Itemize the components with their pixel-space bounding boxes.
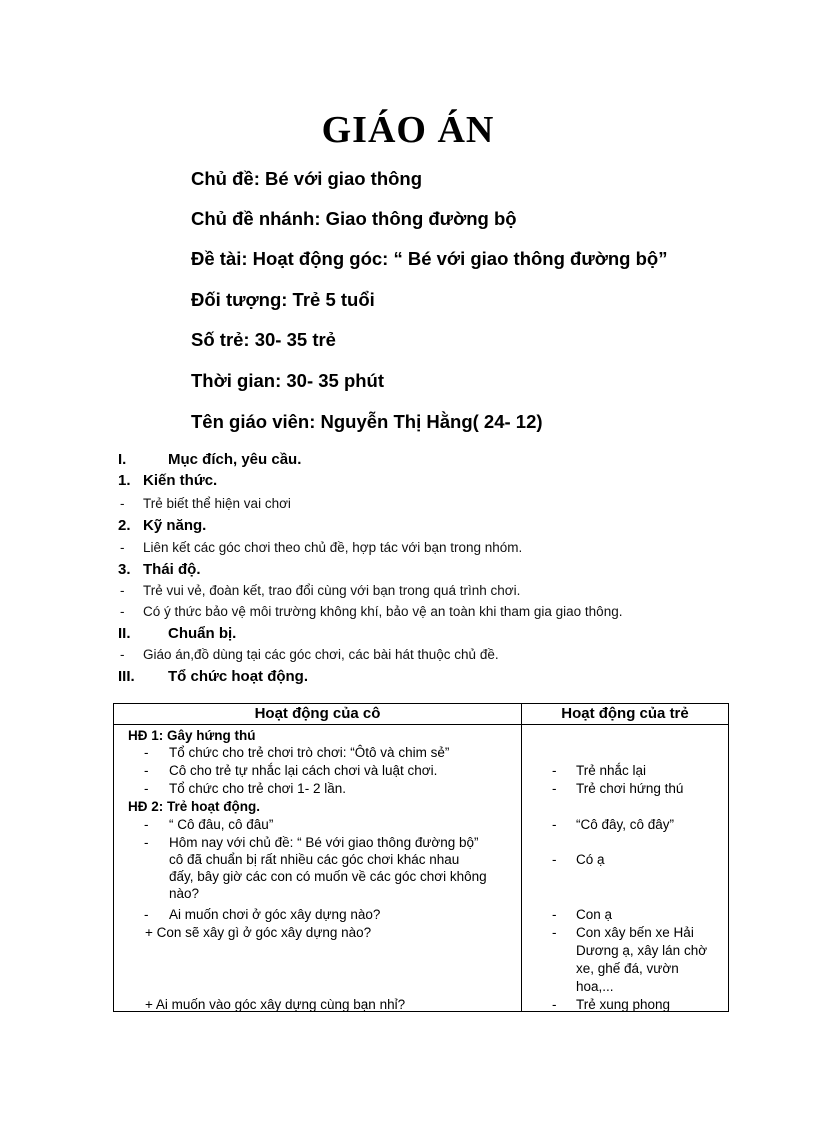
section-title: Tổ chức hoạt động. xyxy=(168,668,309,685)
table-row xyxy=(114,725,729,1012)
section-number: III. xyxy=(118,668,135,685)
list-item: Con xây bến xe Hải xyxy=(576,925,694,940)
list-item: + Ai muốn vào góc xây dựng cùng bạn nhỉ? xyxy=(145,997,406,1012)
list-item: - Giáo án,đồ dùng tại các góc chơi, các bài hát thuộc chủ đề. xyxy=(120,647,499,662)
info-lesson: Đề tài: Hoạt động góc: “ Bé với giao thông đường bộ” xyxy=(191,248,668,269)
activity-heading: HĐ 1: Gây hứng thú xyxy=(128,728,256,743)
list-item: + Con sẽ xây gì ở góc xây dựng nào? xyxy=(145,925,372,940)
column-header-child: Hoạt động của trẻ xyxy=(522,704,729,725)
list-item: - Có ý thức bảo vệ môi trường không khí, bảo vệ an toàn khi tham gia giao thông. xyxy=(120,604,623,619)
section-number: II. xyxy=(118,625,131,642)
document-title: GIÁO ÁN xyxy=(321,109,495,151)
list-item: Có ạ xyxy=(576,852,605,867)
activity-table xyxy=(113,703,729,1012)
list-item: Trẻ nhắc lại xyxy=(576,763,647,778)
info-audience: Đối tượng: Trẻ 5 tuổi xyxy=(191,289,375,310)
section-title: Chuẩn bị. xyxy=(168,625,237,642)
subsection-title: Thái độ. xyxy=(143,561,201,578)
child-activity-cell: - Trẻ nhắc lại - Trẻ chơi hứng thú - “Cô đây, cô đây” - Có ạ - Con ạ - Con xây bến xe Hải Dương ạ, xây lán chờ xe, ghế đá, vườn hoa,... - Trẻ xung phong xyxy=(522,725,729,1012)
info-child-count: Số trẻ: 30- 35 trẻ xyxy=(191,329,336,350)
list-item: “Cô đây, cô đây” xyxy=(576,817,675,832)
list-item: - Trẻ vui vẻ, đoàn kết, trao đổi cùng với bạn trong quá trình chơi. xyxy=(120,583,521,598)
info-teacher: Tên giáo viên: Nguyễn Thị Hằng( 24- 12) xyxy=(191,411,543,432)
subsection-title: Kiến thức. xyxy=(143,472,218,489)
subsection-title: Kỹ năng. xyxy=(143,517,207,534)
list-item: Cô cho trẻ tự nhắc lại cách chơi và luật chơi. xyxy=(169,763,438,778)
subsection-number: 2. xyxy=(118,517,131,534)
section-title: Mục đích, yêu cầu. xyxy=(168,451,302,468)
info-duration: Thời gian: 30- 35 phút xyxy=(191,370,385,391)
list-item: Tổ chức cho trẻ chơi 1- 2 lần. xyxy=(169,781,346,796)
list-item: - Liên kết các góc chơi theo chủ đề, hợp tác với bạn trong nhóm. xyxy=(120,540,523,555)
info-topic: Chủ đề: Bé với giao thông xyxy=(191,168,423,189)
list-item: Con ạ xyxy=(576,907,613,922)
table-header-row xyxy=(114,704,729,725)
section-number: I. xyxy=(118,451,127,468)
list-item: Trẻ chơi hứng thú xyxy=(576,781,684,796)
subsection-number: 1. xyxy=(118,472,131,489)
subsection-number: 3. xyxy=(118,561,131,578)
teacher-activity-cell: HĐ 1: Gây hứng thú - Tổ chức cho trẻ chơi trò chơi: “Ôtô và chim sẻ” - Cô cho trẻ tự nhắc lại cách chơi và luật chơi. - Tổ chức cho trẻ chơi 1- 2 lần. HĐ 2: Trẻ hoạt động. - “ Cô đâu, cô đâu” - Hôm nay với chủ đề: “ Bé với giao thông đường bộ” cô đã chuẩn bị rất nhiều các góc chơi khác nhau đấy, bây giờ các con có muốn về các góc chơi không nào? - Ai muốn chơi ở góc xây dựng nào? + Con sẽ xây gì ở góc xây dựng nào? + Ai muốn vào góc xây dựng cùng bạn nhỉ? xyxy=(114,725,522,1012)
list-item: Ai muốn chơi ở góc xây dựng nào? xyxy=(169,907,381,922)
list-item: Hôm nay với chủ đề: “ Bé với giao thông đường bộ” xyxy=(169,835,479,850)
list-item: Trẻ xung phong xyxy=(576,997,671,1012)
list-item: Tổ chức cho trẻ chơi trò chơi: “Ôtô và chim sẻ” xyxy=(169,745,450,760)
list-item: “ Cô đâu, cô đâu” xyxy=(169,817,274,832)
list-item: - Trẻ biết thể hiện vai chơi xyxy=(120,496,291,511)
activity-heading: HĐ 2: Trẻ hoạt động. xyxy=(128,799,261,814)
info-subtopic: Chủ đề nhánh: Giao thông đường bộ xyxy=(191,208,517,229)
column-header-teacher: Hoạt động của cô xyxy=(114,704,522,725)
